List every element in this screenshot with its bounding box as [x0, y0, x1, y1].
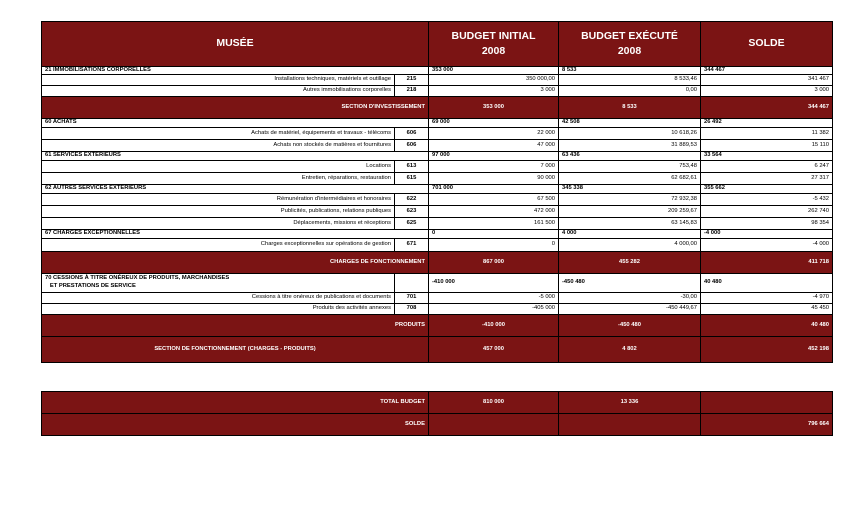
charges-fonctionnement-row [42, 252, 833, 274]
group-initial: 97 000 [429, 152, 559, 161]
total-initial: 810 000 [429, 392, 559, 414]
group-row [42, 152, 833, 161]
group-initial: 701 000 [429, 185, 559, 194]
row-code: 671 [395, 239, 429, 252]
row-solde: 341 467 [701, 75, 833, 86]
row-execute: 63 145,83 [559, 218, 701, 230]
row-execute: 72 932,38 [559, 194, 701, 206]
row-solde: 262 740 [701, 206, 833, 218]
table-row [42, 173, 833, 185]
row-initial: 67 500 [429, 194, 559, 206]
row-label: Rémunération d'intermédiaires et honoraires [42, 194, 395, 206]
row-code: 606 [395, 140, 429, 152]
row-solde: 6 247 [701, 161, 833, 173]
row-label: Déplacements, missions et réceptions [42, 218, 395, 230]
group-row [42, 67, 833, 75]
row-initial: 47 000 [429, 140, 559, 152]
row-label: Publicités, publications, relations publiques [42, 206, 395, 218]
row-code: 623 [395, 206, 429, 218]
row-label: Autres immobilisations corporelles [42, 86, 395, 97]
produits-execute: -450 480 [559, 315, 701, 337]
group-initial: 353 000 [429, 67, 559, 75]
row-solde: -5 432 [701, 194, 833, 206]
section-label: SECTION D'INVESTISSEMENT [42, 97, 429, 119]
row-initial: 472 000 [429, 206, 559, 218]
row-solde: 15 110 [701, 140, 833, 152]
row-execute: 62 682,61 [559, 173, 701, 185]
row-initial: 7 000 [429, 161, 559, 173]
row-code: 218 [395, 86, 429, 97]
row-label: Produits des activités annexes [42, 304, 395, 315]
group-execute: 4 000 [559, 230, 701, 239]
group-label: 21 IMMOBILISATIONS CORPORELLES [42, 67, 429, 75]
total-solde [701, 392, 833, 414]
section-initial: 353 000 [429, 97, 559, 119]
row-execute: 0,00 [559, 86, 701, 97]
charges-execute: 455 282 [559, 252, 701, 274]
group-row [42, 230, 833, 239]
row-execute: 31 889,53 [559, 140, 701, 152]
table-row [42, 75, 833, 86]
row-label: Charges exceptionnelles sur opérations de gestion [42, 239, 395, 252]
row-solde: -4 970 [701, 293, 833, 304]
row-code: 708 [395, 304, 429, 315]
row-label: Locations [42, 161, 395, 173]
row-execute: 4 000,00 [559, 239, 701, 252]
row-solde: 45 450 [701, 304, 833, 315]
charges-initial: 867 000 [429, 252, 559, 274]
group-label: 62 AUTRES SERVICES EXTÉRIEURS [42, 185, 429, 194]
group-row [42, 274, 833, 293]
charges-solde: 411 718 [701, 252, 833, 274]
row-code: 625 [395, 218, 429, 230]
produits-row [42, 315, 833, 337]
group-solde: -4 000 [701, 230, 833, 239]
group-row [42, 185, 833, 194]
section-execute: 8 533 [559, 97, 701, 119]
section-fonc-initial: 457 000 [429, 337, 559, 363]
group-label: 70 CESSIONS À TITRE ONÉREUX DE PRODUITS, MARCHANDISES ET PRESTATIONS DE SERVICE [42, 274, 395, 293]
group-execute: 42 508 [559, 119, 701, 128]
produits-initial: -410 000 [429, 315, 559, 337]
group-initial: 69 000 [429, 119, 559, 128]
row-execute: 8 533,46 [559, 75, 701, 86]
row-initial: 22 000 [429, 128, 559, 140]
table-row [42, 86, 833, 97]
row-initial: 350 000,00 [429, 75, 559, 86]
row-execute: -450 449,67 [559, 304, 701, 315]
row-initial: 3 000 [429, 86, 559, 97]
row-initial: 90 000 [429, 173, 559, 185]
table-row [42, 161, 833, 173]
group-label: 61 SERVICES EXTÉRIEURS [42, 152, 429, 161]
group-code [395, 274, 429, 293]
table-row [42, 128, 833, 140]
group-execute: 63 436 [559, 152, 701, 161]
solde-execute [559, 414, 701, 436]
row-execute: -30,00 [559, 293, 701, 304]
solde-value: 796 664 [701, 414, 833, 436]
row-solde: 3 000 [701, 86, 833, 97]
group-solde: 26 492 [701, 119, 833, 128]
total-label: TOTAL BUDGET [42, 392, 429, 414]
solde-label: SOLDE [42, 414, 429, 436]
row-solde: 98 354 [701, 218, 833, 230]
group-solde: 355 662 [701, 185, 833, 194]
table-row [42, 140, 833, 152]
total-budget-row [42, 392, 833, 414]
total-execute: 13 336 [559, 392, 701, 414]
row-label: Cessions à titre onéreux de publications et documents [42, 293, 395, 304]
budget-table [41, 21, 833, 436]
table-row [42, 194, 833, 206]
group-solde: 344 467 [701, 67, 833, 75]
section-investissement-row [42, 97, 833, 119]
row-label: Achats de matériel, équipements et travaux - télécoms [42, 128, 395, 140]
row-solde: 27 317 [701, 173, 833, 185]
table-row [42, 218, 833, 230]
produits-label: PRODUITS [42, 315, 429, 337]
section-fonc-solde: 452 198 [701, 337, 833, 363]
group-execute: -450 480 [559, 274, 701, 293]
group-row [42, 119, 833, 128]
group-solde: 40 480 [701, 274, 833, 293]
row-code: 615 [395, 173, 429, 185]
section-solde: 344 467 [701, 97, 833, 119]
row-solde: 11 382 [701, 128, 833, 140]
row-initial: -405 000 [429, 304, 559, 315]
row-initial: 0 [429, 239, 559, 252]
solde-row [42, 414, 833, 436]
row-initial: 161 500 [429, 218, 559, 230]
group-solde: 33 564 [701, 152, 833, 161]
table-row [42, 239, 833, 252]
row-label: Entretien, réparations, restauration [42, 173, 395, 185]
group-initial: 0 [429, 230, 559, 239]
group-execute: 345 338 [559, 185, 701, 194]
section-fonc-execute: 4 802 [559, 337, 701, 363]
table-row [42, 304, 833, 315]
row-code: 606 [395, 128, 429, 140]
group-label: 60 ACHATS [42, 119, 429, 128]
row-code: 613 [395, 161, 429, 173]
row-label: Installations techniques, matériels et outillage [42, 75, 395, 86]
group-label: 67 CHARGES EXCEPTIONNELLES [42, 230, 429, 239]
table-row [42, 293, 833, 304]
charges-label: CHARGES DE FONCTIONNEMENT [42, 252, 429, 274]
row-code: 701 [395, 293, 429, 304]
header-budget-execute: BUDGET EXÉCUTÉ 2008 [559, 22, 701, 67]
row-execute: 209 259,67 [559, 206, 701, 218]
row-solde: -4 000 [701, 239, 833, 252]
header-musee: MUSÉE [42, 22, 429, 67]
section-fonctionnement-row [42, 337, 833, 363]
solde-initial [429, 414, 559, 436]
header-row [42, 22, 833, 67]
row-initial: -5 000 [429, 293, 559, 304]
produits-solde: 40 480 [701, 315, 833, 337]
group-initial: -410 000 [429, 274, 559, 293]
row-execute: 10 618,26 [559, 128, 701, 140]
header-budget-initial: BUDGET INITIAL 2008 [429, 22, 559, 67]
header-solde: SOLDE [701, 22, 833, 67]
row-code: 215 [395, 75, 429, 86]
row-label: Achats non stockés de matières et fournitures [42, 140, 395, 152]
table-row [42, 206, 833, 218]
row-code: 622 [395, 194, 429, 206]
group-execute: 8 533 [559, 67, 701, 75]
row-execute: 753,48 [559, 161, 701, 173]
section-fonc-label: SECTION DE FONCTIONNEMENT (CHARGES - PRODUITS) [42, 337, 429, 363]
